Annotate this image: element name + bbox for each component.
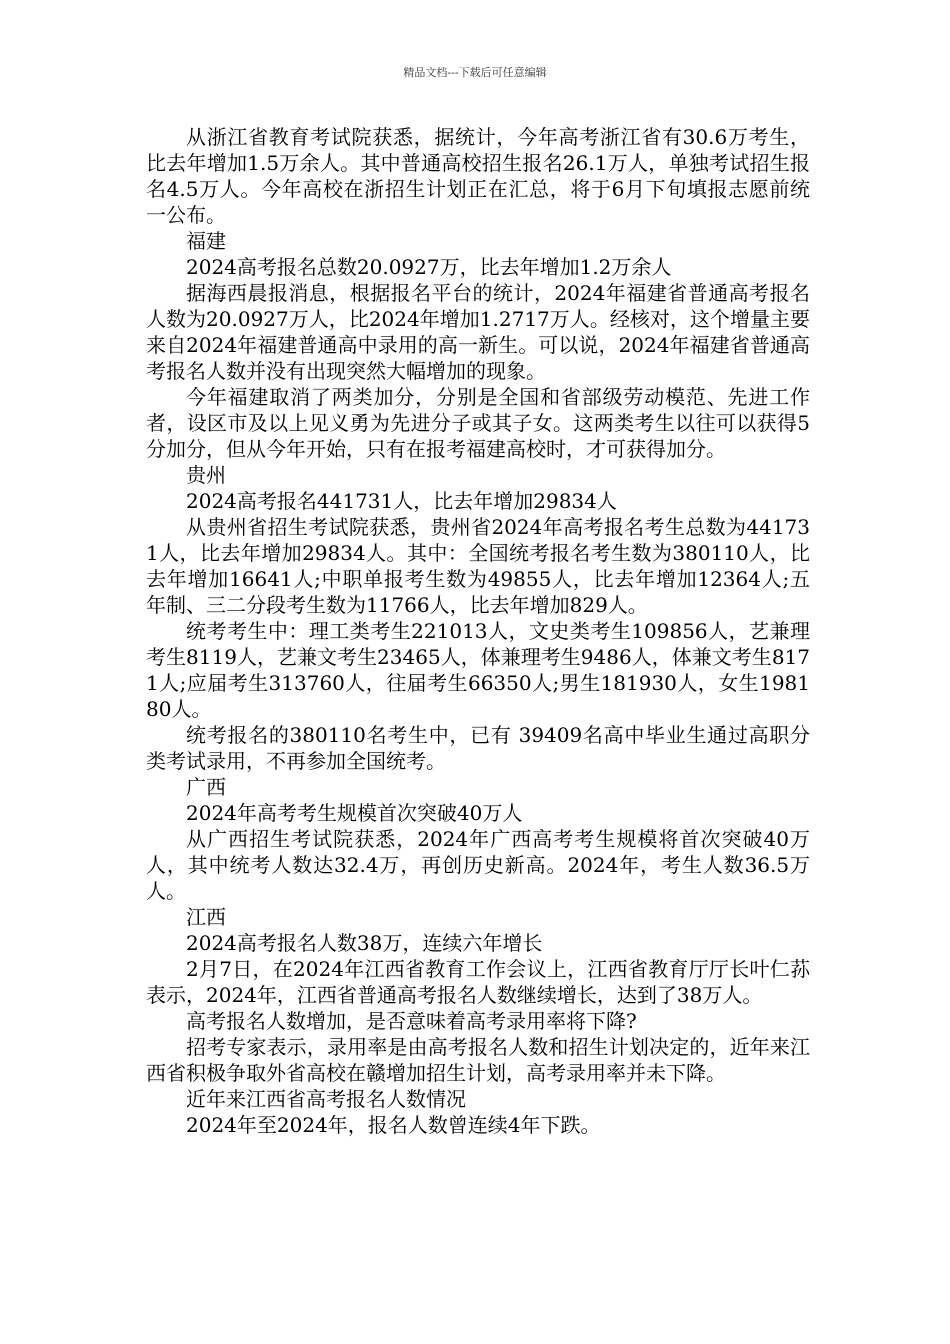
paragraph-fujian-stats: 据海西晨报消息，根据报名平台的统计，2024年福建省普通高考报名人数为20.0927万人，比2024年增加1.2717万人。经核对，这个增量主要来自2024年福建普通高中录用的高一新生。可以说，2024年福建省普通高考报名人数并没有出现突然大幅增加的现象。	[146, 281, 810, 383]
paragraph-guizhou-stats: 从贵州省招生考试院获悉，贵州省2024年高考报名考生总数为441731人，比去年增加29834人。其中：全国统考报名考生数为380110人，比去年增加16641人;中职单报考生数为49855人，比去年增加12364人;五年制、三二分段考生数为11766人，比去年增加829人。	[146, 515, 810, 617]
paragraph-jiangxi-question: 高考报名人数增加，是否意味着高考录用率将下降?	[186, 1009, 637, 1033]
subheading-jiangxi: 2024高考报名人数38万，连续六年增长	[186, 931, 543, 955]
section-heading-fujian: 福建	[186, 229, 226, 253]
document-body	[146, 124, 810, 1138]
paragraph-jiangxi-history: 2024年至2024年，报名人数曾连续4年下跌。	[186, 1113, 601, 1137]
paragraph-zhejiang-intro: 从浙江省教育考试院获悉，据统计，今年高考浙江省有30.6万考生，比去年增加1.5万余人。其中普通高校招生报名26.1万人，单独考试招生报名4.5万人。今年高校在浙招生计划正在汇总，将于6月下旬填报志愿前统一公布。	[146, 125, 810, 227]
page-header: 精品文档---下载后可任意编辑	[403, 66, 547, 79]
paragraph-jiangxi-history-heading: 近年来江西省高考报名人数情况	[186, 1087, 466, 1111]
paragraph-guizhou-vocational: 统考报名的380110名考生中，已有 39409名高中毕业生通过高职分类考试录用，不再参加全国统考。	[146, 723, 810, 773]
paragraph-jiangxi-stats: 2月7日，在2024年江西省教育工作会议上，江西省教育厅厅长叶仁荪表示，2024年，江西省普通高考报名人数继续增长，达到了38万人。	[146, 957, 810, 1007]
section-heading-guangxi: 广西	[186, 775, 226, 799]
paragraph-jiangxi-expert: 招考专家表示，录用率是由高考报名人数和招生计划决定的，近年来江西省积极争取外省高校在赣增加招生计划，高考录用率并未下降。	[146, 1035, 810, 1085]
paragraph-guizhou-breakdown: 统考考生中：理工类考生221013人，文史类考生109856人，艺兼理考生8119人，艺兼文考生23465人，体兼理考生9486人，体兼文考生8171人;应届考生313760人，往届考生66350人;男生181930人，女生198180人。	[146, 619, 810, 721]
section-heading-jiangxi: 江西	[186, 905, 226, 929]
paragraph-guangxi-stats: 从广西招生考试院获悉，2024年广西高考考生规模将首次突破40万人，其中统考人数达32.4万，再创历史新高。2024年，考生人数36.5万人。	[146, 827, 810, 903]
paragraph-fujian-bonus: 今年福建取消了两类加分，分别是全国和省部级劳动模范、先进工作者，设区市及以上见义勇为先进分子或其子女。这两类考生以往可以获得5分加分，但从今年开始，只有在报考福建高校时，才可获得加分。	[146, 385, 810, 461]
subheading-guizhou: 2024高考报名441731人，比去年增加29834人	[186, 489, 617, 513]
subheading-guangxi: 2024年高考考生规模首次突破40万人	[186, 801, 523, 825]
section-heading-guizhou: 贵州	[186, 463, 226, 487]
subheading-fujian: 2024高考报名总数20.0927万，比去年增加1.2万余人	[186, 255, 672, 279]
